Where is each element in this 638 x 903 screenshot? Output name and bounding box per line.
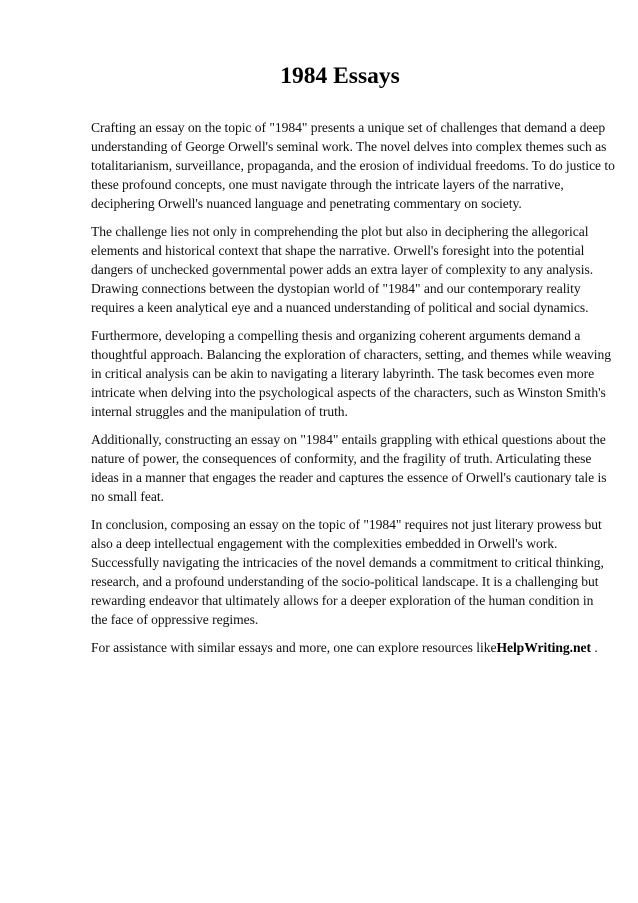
paragraph-1 xyxy=(91,118,615,213)
text-line: Furthermore, developing a compelling thesis and organizing coherent arguments demand a xyxy=(91,328,581,343)
text-line: nature of power, the consequences of conformity, and the fragility of truth. Articulating these xyxy=(91,451,592,466)
text-line: Drawing connections between the dystopian world of "1984" and our contemporary reality xyxy=(91,281,581,296)
text-line: no small feat. xyxy=(91,489,164,504)
text-line: Additionally, constructing an essay on "1984" entails grappling with ethical questions about the xyxy=(91,432,606,447)
text-line: understanding of George Orwell's seminal work. The novel delves into complex themes such as xyxy=(91,139,607,154)
text-line: dangers of unchecked governmental power adds an extra layer of complexity to any analysis. xyxy=(91,262,594,277)
closing-paragraph xyxy=(91,638,606,657)
text-line: requires a keen analytical eye and a nuanced understanding of political and social dynamics. xyxy=(91,300,589,315)
text-line: totalitarianism, surveillance, propaganda, and the erosion of individual freedoms. To do justice to xyxy=(91,158,615,173)
text-line: these profound concepts, one must navigate through the intricate layers of the narrative, xyxy=(91,177,564,192)
text-line: research, and a profound understanding of the socio-political landscape. It is a challenging but xyxy=(91,574,599,589)
text-line: Crafting an essay on the topic of "1984" presents a unique set of challenges that demand a deep xyxy=(91,120,606,135)
text-line: intricate when delving into the psychological aspects of the characters, such as Winston Smith's xyxy=(91,385,606,400)
paragraph-5 xyxy=(91,515,606,629)
text-line: in critical analysis can be akin to navigating a literary labyrinth. The task becomes even more xyxy=(91,366,595,381)
text-line: elements and historical context that shape the narrative. Orwell's foresight into the potential xyxy=(91,243,585,258)
text-line: thoughtful approach. Balancing the exploration of characters, setting, and themes while weaving xyxy=(91,347,611,362)
paragraph-4 xyxy=(91,430,606,506)
text-line: In conclusion, composing an essay on the topic of "1984" requires not just literary prowess but xyxy=(91,517,602,532)
text-line: rewarding endeavor that ultimately allows for a deeper exploration of the human condition in xyxy=(91,593,594,608)
text-line: the face of oppressive regimes. xyxy=(91,612,259,627)
closing-text: For assistance with similar essays and more, one can explore resources like xyxy=(91,640,497,655)
closing-suffix: . xyxy=(591,640,598,655)
text-line: deciphering Orwell's nuanced language and penetrating commentary on society. xyxy=(91,196,522,211)
page-title: 1984 Essays xyxy=(280,63,400,89)
paragraph-2 xyxy=(91,222,606,317)
text-line: Successfully navigating the intricacies of the novel demands a commitment to critical thinking, xyxy=(91,555,604,570)
text-line: The challenge lies not only in comprehending the plot but also in deciphering the allegorical xyxy=(91,224,589,239)
closing-line xyxy=(91,638,606,657)
text-line: internal struggles and the manipulation of truth. xyxy=(91,404,348,419)
text-line: ideas in a manner that engages the reader and captures the essence of Orwell's cautionary tale is xyxy=(91,470,607,485)
helpwriting-link[interactable]: HelpWriting.net xyxy=(496,640,591,655)
text-line: also a deep intellectual engagement with the complexities embedded in Orwell's work. xyxy=(91,536,558,551)
essay-body xyxy=(91,118,615,666)
paragraph-3 xyxy=(91,326,611,421)
